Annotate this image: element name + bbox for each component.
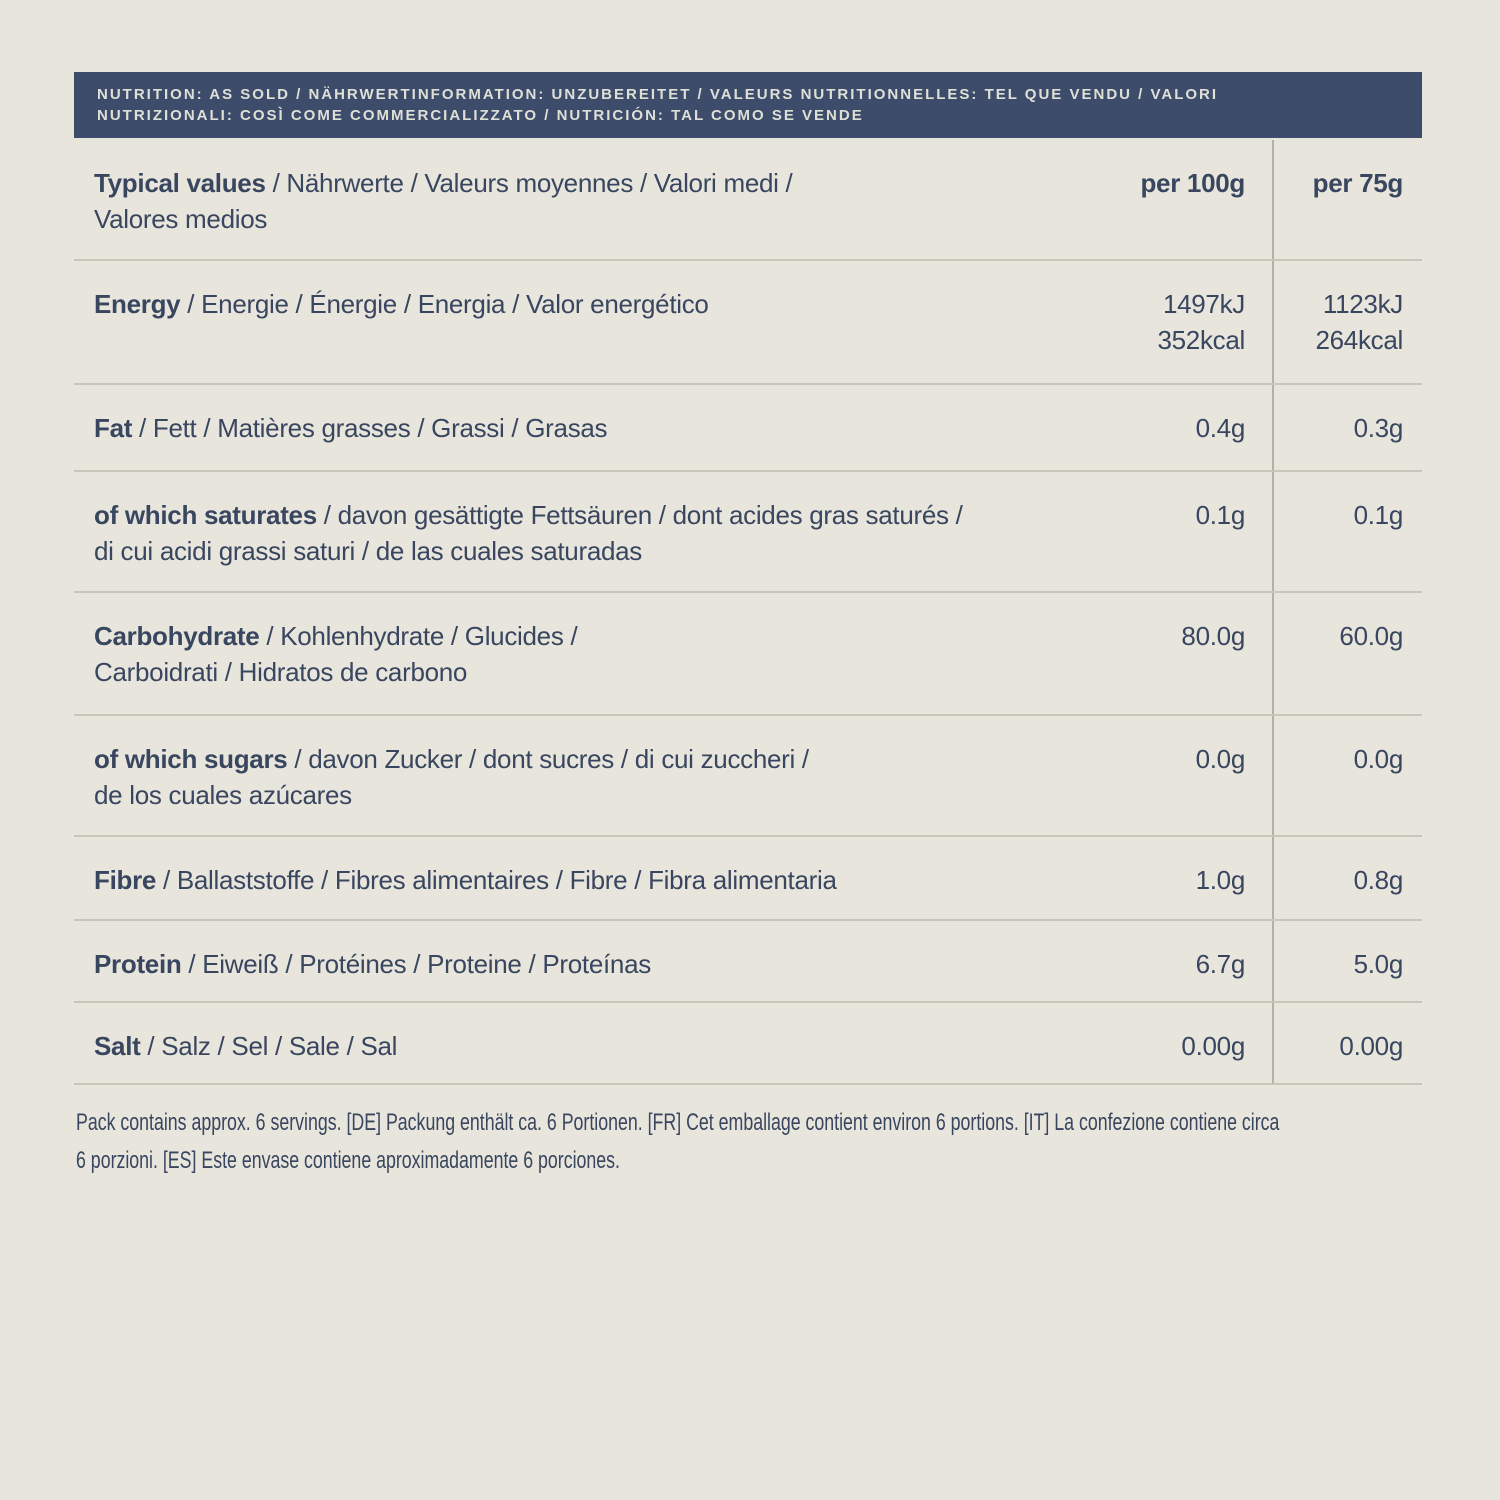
value-per-75g: 5.0g [1272,921,1422,1001]
value-per-100g: 80.0g [1181,621,1245,651]
row-term: of which saturates [94,500,317,530]
row-term: Fat [94,413,133,443]
value-per-100g: 0.4g [1195,413,1245,443]
row-label [74,140,1094,259]
table-row-sugars [74,716,1422,837]
table-row-typical-values [74,140,1422,261]
value-per-100g: 1497kJ 352kcal [1157,289,1245,355]
header-line-2: NUTRIZIONALI: COSÌ COME COMMERCIALIZZATO / NUTRICIÓN: TAL COMO SE VENDE [97,107,864,124]
row-translations: / davon gesättigte Fettsäuren / dont acides gras saturés / [316,500,963,530]
row-label [74,837,1094,919]
table-row-saturates [74,472,1422,593]
row-label [74,921,1094,1001]
value-per-75g: 0.0g [1272,716,1422,835]
row-translations: / Energie / Énergie / Energia / Valor energético [180,289,709,319]
value-per-100g: 0.1g [1195,500,1245,530]
nutrition-header-bar [74,72,1422,138]
row-label [74,261,1094,383]
row-label: Carbohydrate / Kohlenhydrate / Glucides / Carboidrati / Hidratos de carbono [94,621,578,687]
row-label [74,385,1094,470]
value-per-100g: 6.7g [1195,949,1245,979]
row-term: Salt [94,1031,141,1061]
row-translations: / Eiweiß / Protéines / Proteine / Proteínas [181,949,651,979]
value-per-75g: 0.3g [1272,385,1422,470]
value-per-100g: 0.0g [1195,744,1245,774]
row-translations: / Ballaststoffe / Fibres alimentaires / Fibre / Fibra alimentaria [156,865,837,895]
nutrition-table [74,140,1422,1085]
row-translations: / Kohlenhydrate / Glucides / [259,621,578,651]
row-term: of which sugars [94,744,288,774]
table-row-carbohydrate [74,593,1422,716]
row-term: Carbohydrate [94,621,260,651]
row-term: Energy [94,289,181,319]
row-label [74,1003,1094,1083]
value-per-75g: 0.00g [1272,1003,1422,1083]
row-translations: / Salz / Sel / Sale / Sal [140,1031,398,1061]
value-per-75g: 0.8g [1272,837,1422,919]
value-per-100g: 0.00g [1181,1031,1245,1061]
servings-note-line-1: Pack contains approx. 6 servings. [DE] Packung enthält ca. 6 Portionen. [FR] Cet emballage contient environ 6 portions. [IT] La confezione contiene circa [76,1109,1280,1136]
table-row-fat [74,385,1422,472]
row-label-line-2: Valores medios [94,204,268,234]
value-per-100g: 1.0g [1195,865,1245,895]
row-label: of which sugars / davon Zucker / dont sucres / di cui zuccheri / de los cuales azúcares [94,744,809,810]
value-per-75g: 1123kJ 264kcal [1272,261,1422,383]
servings-note-line-2: 6 porzioni. [ES] Este envase contiene aproximadamente 6 porciones. [76,1147,620,1174]
column-header-per-100g: per 100g [1140,168,1245,198]
table-row-energy [74,261,1422,385]
row-label-line-1 [94,165,1064,201]
row-term: Protein [94,949,182,979]
column-header-per-75g: per 75g [1272,140,1422,259]
table-row-fibre [74,837,1422,921]
header-line-1: NUTRITION: AS SOLD / NÄHRWERTINFORMATION: UNZUBEREITET / VALEURS NUTRITIONNELLES: TEL QUE VENDU / VALORI [97,86,1219,103]
value-per-75g: 0.1g [1272,472,1422,591]
value-per-75g: 60.0g [1272,593,1422,714]
row-label: of which saturates / davon gesättigte Fettsäuren / dont acides gras saturés / di cui acidi grassi saturi / de las cuales saturadas [94,500,963,566]
row-translations: / Fett / Matières grasses / Grassi / Grasas [132,413,608,443]
table-row-salt [74,1003,1422,1085]
servings-note [74,1104,1422,1180]
table-row-protein [74,921,1422,1003]
row-term: Fibre [94,865,157,895]
row-term: Typical values [94,168,266,198]
row-translations: / Nährwerte / Valeurs moyennes / Valori medi / [265,168,793,198]
row-translations: / davon Zucker / dont sucres / di cui zuccheri / [287,744,809,774]
